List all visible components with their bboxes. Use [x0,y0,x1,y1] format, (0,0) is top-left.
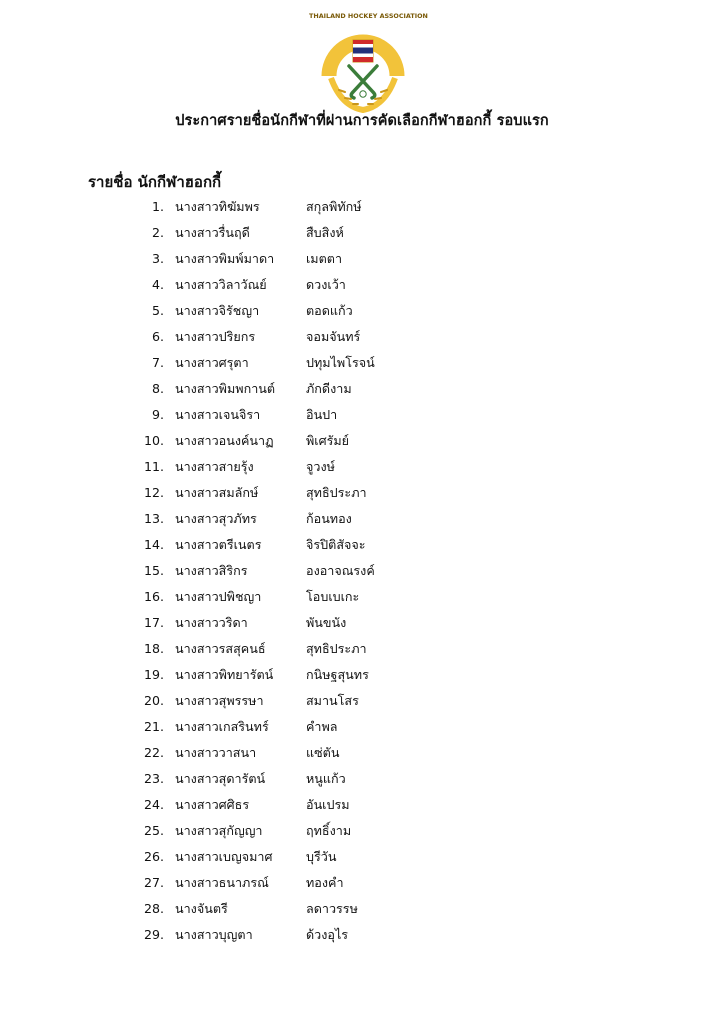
athlete-first-name: นางสาวศรุตา [175,355,249,370]
document-title: ประกาศรายชื่อนักกีฬาที่ผ่านการคัดเลือกกีฬาฮอกกี้ รอบแรก [175,113,549,129]
athlete-row [0,376,724,402]
athlete-first-name: นางสาวทิฆัมพร [175,199,260,214]
athlete-row [0,922,724,948]
athlete-first-name: นางสาวพิมพกานต์ [175,381,276,396]
athlete-number: 6. [151,329,164,344]
athlete-number: 4. [151,277,164,292]
athlete-row [0,610,724,636]
athlete-number: 12. [143,485,164,500]
athlete-row [0,818,724,844]
athlete-row [0,506,724,532]
thailand-hockey-association-emblem-icon [309,12,428,118]
athlete-first-name: นางสาวพิทยารัตน์ [175,667,274,682]
athlete-first-name: นางสาวสมลักษ์ [175,485,259,500]
athlete-number: 1. [151,199,164,214]
athlete-first-name: นางสาวสุวภัทร [175,511,257,526]
athlete-number: 5. [151,303,164,318]
athlete-number: 29. [143,927,164,942]
athlete-number: 26. [143,849,164,864]
athlete-row [0,532,724,558]
athlete-last-name: ด้วงอุไร [306,927,349,942]
athlete-last-name: สืบสิงห์ [306,225,344,240]
athlete-last-name: พันขนัง [306,615,347,630]
athlete-last-name: แซ่ตัน [306,745,340,760]
athlete-last-name: ปทุมไพโรจน์ [306,355,375,370]
logo-ring-text: THAILAND HOCKEY ASSOCIATION [309,12,428,20]
athlete-first-name: นางสาวสิริกร [175,563,248,578]
athlete-number: 20. [143,693,164,708]
athlete-first-name: นางสาวเบญจมาศ [175,849,273,864]
athlete-row [0,324,724,350]
athlete-number: 2. [151,225,164,240]
athlete-last-name: สมานโสร [306,693,359,708]
athlete-row [0,298,724,324]
athlete-row [0,896,724,922]
athlete-last-name: อันเปรม [306,797,350,812]
athlete-last-name: โอบเบเกะ [306,589,360,604]
athlete-last-name: ฤทธิ์งาม [306,823,352,838]
athlete-row [0,454,724,480]
athlete-row [0,480,724,506]
athlete-number: 21. [143,719,164,734]
athlete-row [0,272,724,298]
athlete-first-name: นางสาววาสนา [175,745,257,760]
athlete-row [0,740,724,766]
athlete-first-name: นางสาวสุดารัตน์ [175,771,266,786]
athlete-number: 18. [143,641,164,656]
athlete-number: 27. [143,875,164,890]
athlete-first-name: นางสาวธนาภรณ์ [175,875,269,890]
athlete-number: 16. [143,589,164,604]
athlete-first-name: นางสาวพิมพ์มาดา [175,251,275,266]
athlete-number: 7. [151,355,164,370]
athlete-last-name: สุทธิประภา [306,485,367,500]
athlete-number: 11. [143,459,164,474]
athlete-number: 24. [143,797,164,812]
athlete-last-name: คำพล [306,719,338,734]
athlete-number: 13. [143,511,164,526]
athlete-first-name: นางสาวเกสรินทร์ [175,719,269,734]
athlete-last-name: พิเศรัมย์ [306,433,350,448]
athlete-number: 28. [143,901,164,916]
athlete-list [0,194,724,948]
athlete-last-name: สุทธิประภา [306,641,367,656]
athlete-number: 10. [143,433,164,448]
athlete-first-name: นางสาววริดา [175,615,248,630]
athlete-first-name: นางสาวปพิชญา [175,589,262,604]
athlete-last-name: ทองคำ [306,875,344,890]
athlete-number: 22. [143,745,164,760]
athlete-number: 17. [143,615,164,630]
athlete-row [0,584,724,610]
athlete-row [0,766,724,792]
athlete-last-name: เมตตา [306,251,343,266]
athlete-first-name: นางสาวสุกัญญา [175,823,263,838]
athlete-number: 3. [151,251,164,266]
athlete-last-name: ตอดแก้ว [306,303,353,318]
athlete-number: 8. [151,381,164,396]
athlete-last-name: จอมจันทร์ [306,329,361,344]
athlete-last-name: ลดาวรรษ [306,901,358,916]
athlete-row [0,792,724,818]
athlete-first-name: นางสาวสายรุ้ง [175,459,254,474]
athlete-row [0,844,724,870]
athlete-first-name: นางสาวอนงค์นาฏ [175,433,274,448]
athlete-last-name: ก้อนทอง [306,511,352,526]
athlete-row [0,428,724,454]
athlete-row [0,558,724,584]
athlete-first-name: นางสาววิลาวัณย์ [175,277,267,292]
athlete-row [0,220,724,246]
athlete-last-name: ภักดีงาม [306,381,352,396]
athlete-first-name: นางสาวตรีเนตร [175,537,262,552]
athlete-last-name: องอาจณรงค์ [306,563,375,578]
athlete-row [0,246,724,272]
athlete-number: 14. [143,537,164,552]
athlete-last-name: จูวงษ์ [306,459,335,474]
athlete-row [0,688,724,714]
athlete-row [0,350,724,376]
athlete-row [0,870,724,896]
athlete-first-name: นางสาวศศิธร [175,797,250,812]
athlete-first-name: นางสาวสุพรรษา [175,693,264,708]
athlete-first-name: นางสาวบุญตา [175,927,253,942]
athlete-first-name: นางสาวปริยกร [175,329,256,344]
athlete-number: 9. [151,407,164,422]
athlete-number: 15. [143,563,164,578]
athlete-row [0,194,724,220]
athlete-row [0,714,724,740]
athlete-first-name: นางสาวจิรัชญา [175,303,260,318]
athlete-number: 25. [143,823,164,838]
athlete-last-name: อินปา [306,407,338,422]
athlete-last-name: บุรีวัน [306,849,337,864]
athlete-row [0,402,724,428]
athlete-last-name: ดวงเว้า [306,277,346,292]
athlete-number: 23. [143,771,164,786]
athlete-first-name: นางจันตรี [175,901,228,916]
athlete-last-name: จิรปิติสัจจะ [306,537,366,552]
athlete-number: 19. [143,667,164,682]
athlete-last-name: สกุลพิทักษ์ [306,199,362,214]
athlete-row [0,662,724,688]
athlete-row [0,636,724,662]
athlete-first-name: นางสาวรื่นฤดี [175,225,250,240]
section-heading: รายชื่อ นักกีฬาฮอกกี้ [88,173,222,191]
athlete-first-name: นางสาวเจนจิรา [175,407,261,422]
association-logo [309,12,428,118]
athlete-last-name: หนูแก้ว [306,771,346,786]
athlete-last-name: กนิษฐสุนทร [306,667,369,682]
athlete-first-name: นางสาวรสสุคนธ์ [175,641,266,656]
